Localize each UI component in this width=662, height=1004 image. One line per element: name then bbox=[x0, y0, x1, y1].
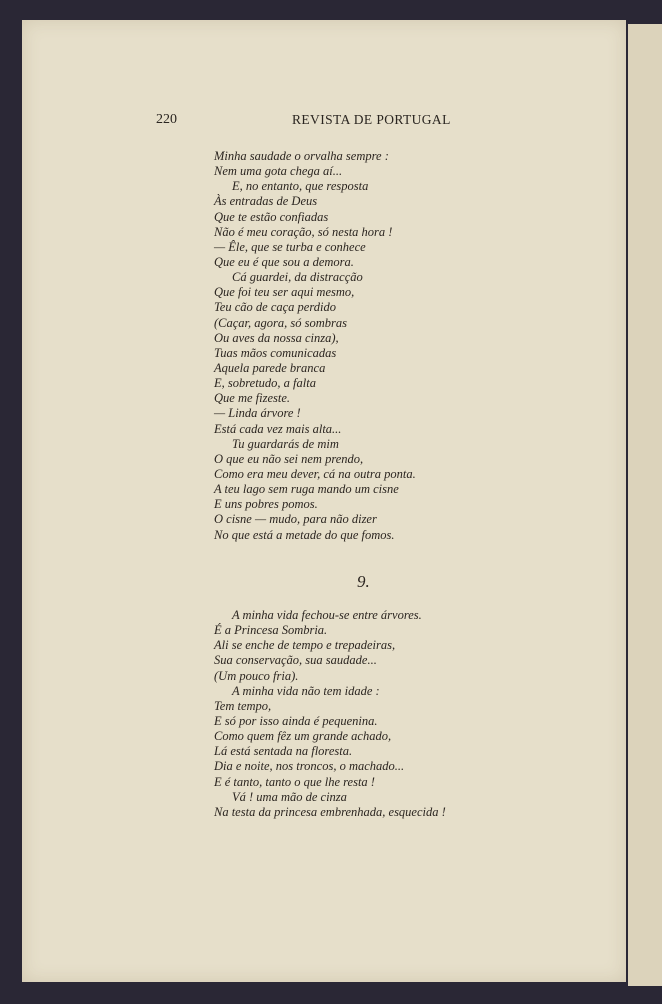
poem-line: E, no entanto, que resposta bbox=[232, 179, 369, 194]
poem-line: Que te estão confiadas bbox=[214, 209, 329, 224]
poem-line: Minha saudade o orvalha sempre : bbox=[214, 149, 389, 163]
poem-line: O que eu não sei nem prendo, bbox=[214, 451, 364, 466]
poem-line: Aquela parede branca bbox=[214, 360, 326, 375]
poem-line: Lá está sentada na floresta. bbox=[214, 744, 353, 759]
poem-line: A minha vida não tem idade : bbox=[232, 683, 380, 698]
poem-line: Teu cão de caça perdido bbox=[214, 300, 336, 315]
page-number: 220 bbox=[156, 112, 177, 127]
poem-line: Que eu é que sou a demora. bbox=[214, 254, 354, 269]
poem-line: — Linda árvore ! bbox=[214, 406, 301, 421]
poem-line: E, sobretudo, a falta bbox=[214, 376, 316, 391]
poem-line: Na testa da princesa embrenhada, esquecida ! bbox=[214, 804, 446, 819]
poem-line: Não é meu coração, só nesta hora ! bbox=[214, 224, 393, 239]
poem-stanza-1 bbox=[214, 149, 416, 543]
poem-line: Tem tempo, bbox=[214, 698, 272, 713]
poem-line: O cisne — mudo, para não dizer bbox=[214, 512, 377, 527]
poem-line: E uns pobres pomos. bbox=[214, 497, 318, 512]
poem-line: A minha vida fechou-se entre árvores. bbox=[232, 608, 422, 622]
poem-line: Que me fizeste. bbox=[214, 391, 291, 406]
poem-line: (Caçar, agora, só sombras bbox=[214, 315, 348, 330]
poem-line: Tuas mãos comunicadas bbox=[214, 345, 337, 360]
poem-line: Às entradas de Deus bbox=[214, 194, 318, 209]
poem-line: — Êle, que se turba e conhece bbox=[214, 239, 366, 254]
poem-line: Ali se enche de tempo e trepadeiras, bbox=[214, 638, 396, 653]
poem-line: No que está a metade do que fomos. bbox=[214, 527, 395, 542]
poem-line: Que foi teu ser aqui mesmo, bbox=[214, 285, 355, 300]
poem-line: E só por isso ainda é pequenina. bbox=[214, 713, 378, 728]
poem-line: Sua conservação, sua saudade... bbox=[214, 653, 377, 668]
poem-line: Dia e noite, nos troncos, o machado... bbox=[214, 759, 405, 774]
running-title: REVISTA DE PORTUGAL bbox=[292, 112, 451, 127]
facing-page-edge bbox=[628, 24, 662, 986]
poem-line: Ou aves da nossa cinza), bbox=[214, 330, 339, 345]
poem-line: Como era meu dever, cá na outra ponta. bbox=[214, 466, 416, 481]
poem-line: E é tanto, tanto o que lhe resta ! bbox=[214, 774, 375, 789]
page-header bbox=[0, 112, 662, 132]
poem-line: Nem uma gota chega aí... bbox=[214, 164, 343, 179]
poem-stanza-2 bbox=[214, 608, 446, 820]
poem-line: Está cada vez mais alta... bbox=[214, 421, 342, 436]
poem-line: A teu lago sem ruga mando um cisne bbox=[214, 482, 399, 497]
section-number: 9. bbox=[357, 572, 370, 591]
poem-line: Vá ! uma mão de cinza bbox=[232, 789, 347, 804]
poem-line: (Um pouco fria). bbox=[214, 668, 299, 683]
poem-line: Como quem fêz um grande achado, bbox=[214, 729, 392, 744]
poem-line: Cá guardei, da distracção bbox=[232, 270, 363, 285]
poem-line: Tu guardarás de mim bbox=[232, 436, 339, 451]
poem-line: É a Princesa Sombria. bbox=[214, 623, 328, 638]
